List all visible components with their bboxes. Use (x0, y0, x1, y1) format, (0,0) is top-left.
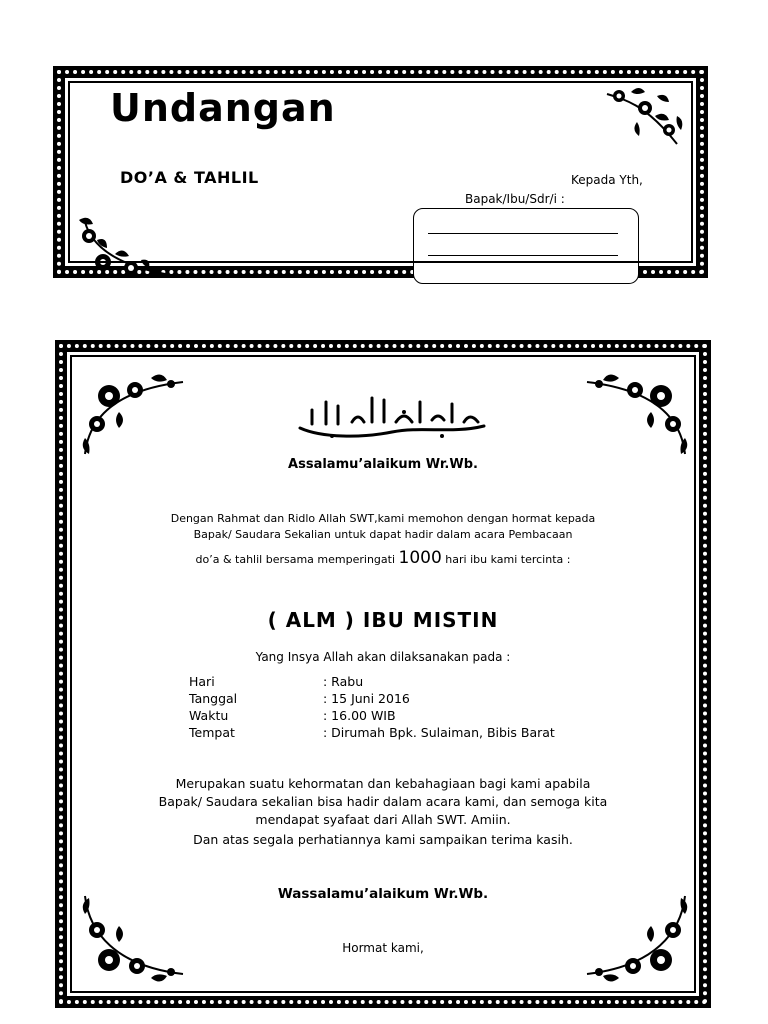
detail-label-place: Tempat (189, 725, 235, 740)
intro-line: Bapak/ Saudara Sekalian untuk dapat hadir dalam acara Pembacaan (193, 528, 573, 541)
invitation-title: Undangan (110, 86, 336, 130)
event-subtitle: DO’A & TAHLIL (120, 168, 259, 187)
closing-line: Dan atas segala perhatiannya kami sampaikan terima kasih. (193, 832, 573, 847)
signature-regards: Hormat kami, (342, 941, 424, 955)
floral-ornament-icon (73, 214, 173, 284)
address-box (413, 208, 639, 284)
detail-label-date: Tanggal (189, 691, 238, 706)
deceased-name: ( ALM ) IBU MISTIN (267, 608, 499, 632)
intro-line (67, 548, 699, 568)
floral-ornament-icon (597, 82, 691, 154)
floral-ornament-icon (583, 888, 695, 988)
recipient-heading: Kepada Yth, (571, 173, 643, 187)
address-line (428, 255, 618, 256)
intro-text: do’a & tahlil bersama memperingati (195, 553, 396, 566)
detail-value-time: : 16.00 WIB (323, 708, 396, 723)
envelope-frame (53, 66, 708, 278)
address-line (428, 233, 618, 234)
closing-line: Merupakan suatu kehormatan dan kebahagiaan bagi kami apabila (175, 776, 591, 791)
memorial-days-count: 1000 (398, 548, 442, 568)
schedule-intro: Yang Insya Allah akan dilaksanakan pada : (255, 650, 511, 664)
opening-greeting: Assalamu’alaikum Wr.Wb. (288, 457, 478, 472)
floral-ornament-icon (583, 368, 695, 460)
closing-line: Bapak/ Saudara sekalian bisa hadir dalam acara kami, dan semoga kita (158, 794, 608, 809)
detail-label-day: Hari (189, 674, 215, 689)
recipient-label: Bapak/Ibu/Sdr/i : (465, 192, 565, 206)
detail-value-date: : 15 Juni 2016 (323, 691, 410, 706)
invitation-card (55, 340, 711, 1008)
closing-line: mendapat syafaat dari Allah SWT. Amiin. (255, 812, 511, 827)
bismillah-calligraphy-icon (292, 392, 492, 442)
detail-label-time: Waktu (189, 708, 229, 723)
intro-line: Dengan Rahmat dan Ridlo Allah SWT,kami memohon dengan hormat kepada (170, 512, 596, 525)
intro-text: hari ibu kami tercinta : (445, 553, 571, 566)
detail-value-place: : Dirumah Bpk. Sulaiman, Bibis Barat (323, 725, 555, 740)
detail-value-day: : Rabu (323, 674, 364, 689)
floral-ornament-icon (75, 368, 187, 460)
floral-ornament-icon (75, 888, 187, 988)
closing-greeting: Wassalamu’alaikum Wr.Wb. (277, 886, 489, 902)
